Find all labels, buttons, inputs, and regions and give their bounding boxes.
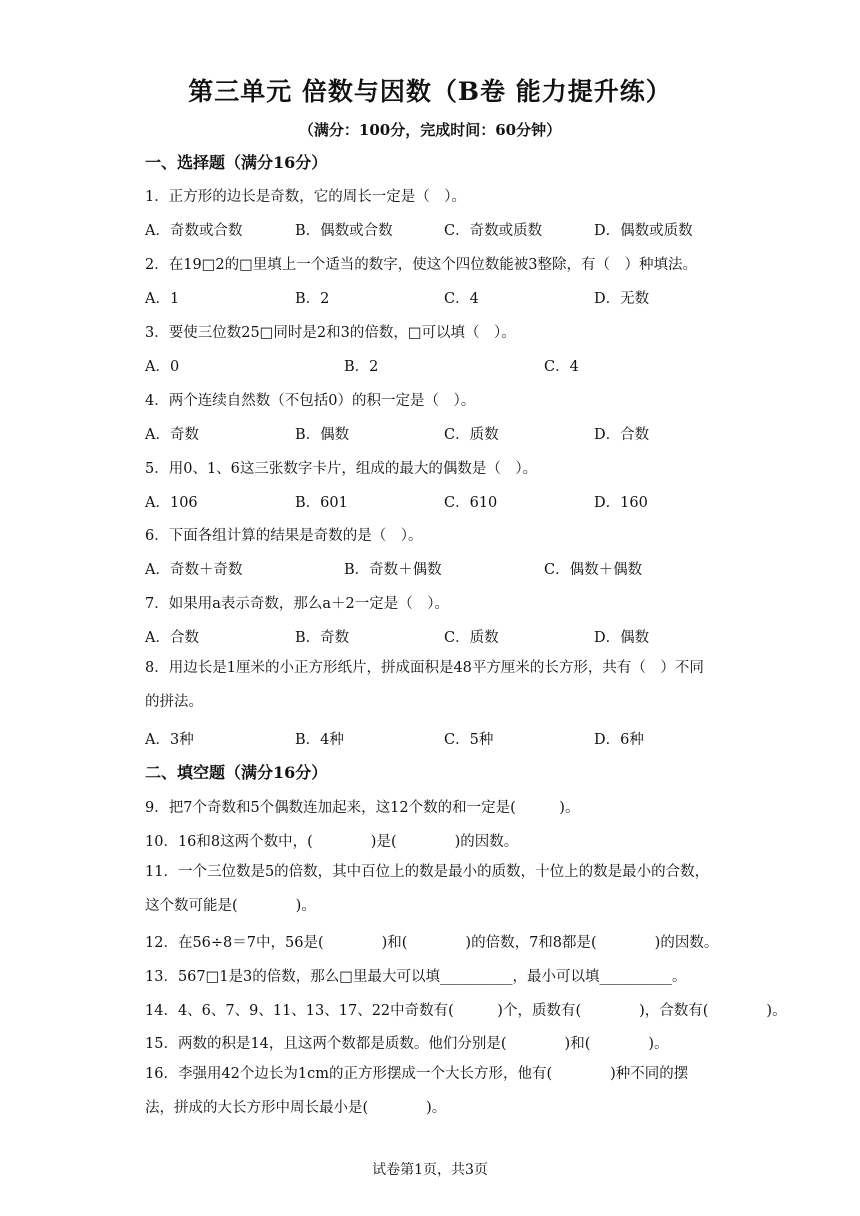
option-3a: A．0 bbox=[145, 359, 180, 375]
question-7: 7．如果用a表示奇数，那么a＋2一定是（ ）。 bbox=[145, 596, 449, 612]
question-2: 2．在19□2的□里填上一个适当的数字，使这个四位数能被3整除，有（ ）种填法。 bbox=[145, 257, 698, 273]
option-6a: A．奇数＋奇数 bbox=[145, 562, 243, 578]
section-heading-fill: 二、填空题（满分16分） bbox=[145, 763, 328, 782]
option-2c: C．4 bbox=[444, 291, 479, 307]
option-8c: C．5种 bbox=[444, 732, 494, 748]
option-2a: A．1 bbox=[145, 291, 180, 307]
option-7d: D．偶数 bbox=[594, 630, 650, 646]
option-4a: A．奇数 bbox=[145, 427, 199, 443]
page-subtitle: （满分：100分，完成时间：60分钟） bbox=[298, 121, 562, 139]
page-title: 第三单元 倍数与因数（B卷 能力提升练） bbox=[188, 77, 672, 106]
question-5: 5．用0、1、6这三张数字卡片，组成的最大的偶数是（ ）。 bbox=[145, 461, 538, 477]
option-5a: A．106 bbox=[145, 495, 198, 511]
question-15: 15．两数的积是14，且这两个数都是质数。他们分别是( )和( )。 bbox=[145, 1036, 669, 1052]
option-8a: A．3种 bbox=[145, 732, 194, 748]
question-11: 11．一个三位数是5的倍数，其中百位上的数是最小的质数，十位上的数是最小的合数，这个数可能是( )。 bbox=[145, 864, 710, 914]
question-16: 16．李强用42个边长为1cm的正方形摆成一个大长方形，他有( )种不同的摆法，拼成的大长方形中周长最小是( )。 bbox=[145, 1066, 689, 1116]
option-8b: B．4种 bbox=[295, 732, 344, 748]
section-heading-choice: 一、选择题（满分16分） bbox=[145, 153, 328, 172]
question-1: 1．正方形的边长是奇数，它的周长一定是（ ）。 bbox=[145, 189, 466, 205]
question-9: 9．把7个奇数和5个偶数连加起来，这12个数的和一定是( )。 bbox=[145, 800, 580, 816]
question-3: 3．要使三位数25□同时是2和3的倍数，□可以填（ ）。 bbox=[145, 325, 516, 341]
question-6: 6．下面各组计算的结果是奇数的是（ ）。 bbox=[145, 528, 423, 544]
option-4d: D．合数 bbox=[594, 427, 650, 443]
option-3b: B．2 bbox=[344, 359, 379, 375]
option-7b: B．奇数 bbox=[295, 630, 350, 646]
option-1a: A．奇数或合数 bbox=[145, 223, 243, 239]
option-2d: D．无数 bbox=[594, 291, 650, 307]
question-8: 8．用边长是1厘米的小正方形纸片，拼成面积是48平方厘米的长方形，共有（ ）不同的拼法。 bbox=[145, 660, 704, 710]
question-4: 4．两个连续自然数（不包括0）的积一定是（ ）。 bbox=[145, 393, 476, 409]
option-4c: C．质数 bbox=[444, 427, 499, 443]
option-2b: B．2 bbox=[295, 291, 330, 307]
option-5c: C．610 bbox=[444, 495, 498, 511]
question-14: 14．4、6、7、9、11、13、17、22中奇数有( )个，质数有( )，合数有( )。 bbox=[145, 1003, 787, 1019]
option-7a: A．合数 bbox=[145, 630, 199, 646]
option-8d: D．6种 bbox=[594, 732, 644, 748]
option-1c: C．奇数或质数 bbox=[444, 223, 543, 239]
option-5b: B．601 bbox=[295, 495, 348, 511]
question-10: 10．16和8这两个数中，( )是( )的因数。 bbox=[145, 834, 519, 850]
option-1b: B．偶数或合数 bbox=[295, 223, 393, 239]
question-13: 13．567□1是3的倍数，那么□里最大可以填__________，最小可以填__________。 bbox=[145, 969, 687, 985]
option-4b: B．偶数 bbox=[295, 427, 350, 443]
page-footer: 试卷第1页，共3页 bbox=[372, 1162, 488, 1178]
option-7c: C．质数 bbox=[444, 630, 499, 646]
option-1d: D．偶数或质数 bbox=[594, 223, 693, 239]
question-12: 12．在56÷8＝7中，56是( )和( )的倍数，7和8都是( )的因数。 bbox=[145, 935, 719, 951]
option-3c: C．4 bbox=[544, 359, 579, 375]
option-6c: C．偶数＋偶数 bbox=[544, 562, 643, 578]
option-5d: D．160 bbox=[594, 495, 648, 511]
option-6b: B．奇数＋偶数 bbox=[344, 562, 442, 578]
